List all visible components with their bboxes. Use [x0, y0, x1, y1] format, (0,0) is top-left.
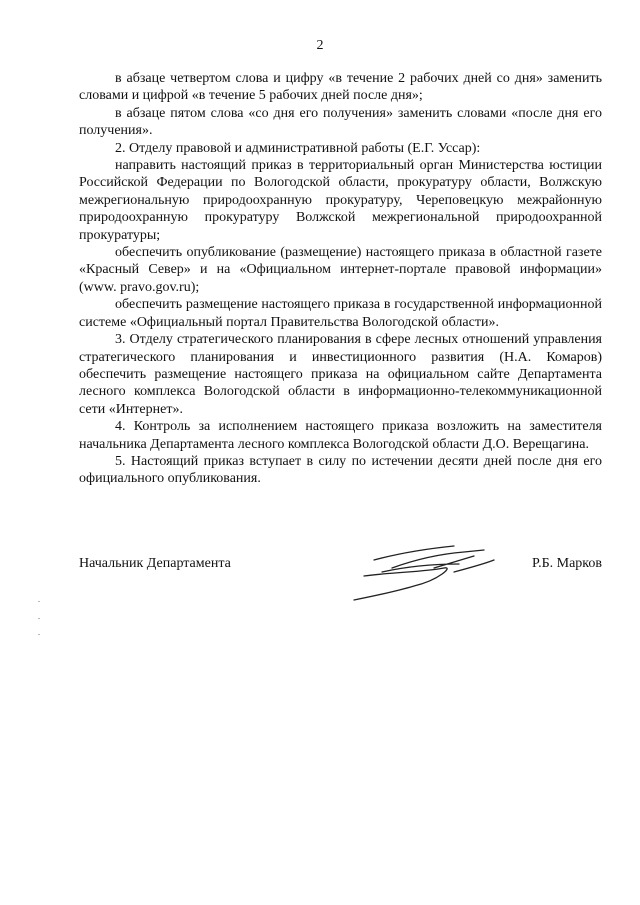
paragraph-amend-fourth-subparagraph: в абзаце четвертом слова и цифру «в течение 2 рабочих дней со дня» заменить словами и цифрой «в течение 5 рабочих дней после дня»;: [79, 71, 602, 104]
scan-mark: [38, 634, 40, 635]
signatory-position: Начальник Департамента: [79, 556, 231, 571]
signature-block: [79, 556, 602, 616]
paragraph-send-order: направить настоящий приказ в территориальный орган Министерства юстиции Российской Федерации по Вологодской области, прокуратуру области, Волжскую межрегиональную природоохранную прокуратуру, Череповецкую межрайонную природоохранную прокуратуру Волжской межрегиональной природоохранной прокуратуры;: [79, 158, 602, 243]
paragraph-item-5: 5. Настоящий приказ вступает в силу по истечении десяти дней после дня его официального опубликования.: [79, 453, 602, 487]
paragraph-place-order: обеспечить размещение настоящего приказа в государственной информационной системе «Официальный портал Правительства Вологодской области».: [79, 297, 602, 330]
paragraph-item-2: 2. Отделу правовой и административной работы (Е.Г. Уссар):: [115, 140, 481, 156]
page-number: 2: [316, 38, 324, 53]
document-body: [79, 70, 602, 488]
scan-mark: [38, 601, 40, 602]
handwritten-signature: [334, 542, 504, 602]
signatory-name: Р.Б. Марков: [532, 556, 602, 571]
paragraph-item-4: 4. Контроль за исполнением настоящего приказа возложить на заместителя начальника Департамента лесного комплекса Вологодской области Д.О. Верещагина.: [79, 419, 602, 452]
paragraph-amend-fifth-subparagraph: в абзаце пятом слова «со дня его получения» заменить словами «после дня его получения».: [79, 105, 602, 139]
scan-mark: [38, 618, 40, 619]
paragraph-item-3: 3. Отделу стратегического планирования в сфере лесных отношений управления стратегического планирования и инвестиционного развития (Н.А. Комаров) обеспечить размещение настоящего приказа на официальном сайте Департамента лесного комплекса Вологодской области в информационно-телекоммуникационной сети «Интернет».: [79, 332, 602, 417]
paragraph-publish-order: обеспечить опубликование (размещение) настоящего приказа в областной газете «Красный Север» и на «Официальном интернет-портале правовой информации» (www. pravo.gov.ru);: [79, 245, 602, 295]
